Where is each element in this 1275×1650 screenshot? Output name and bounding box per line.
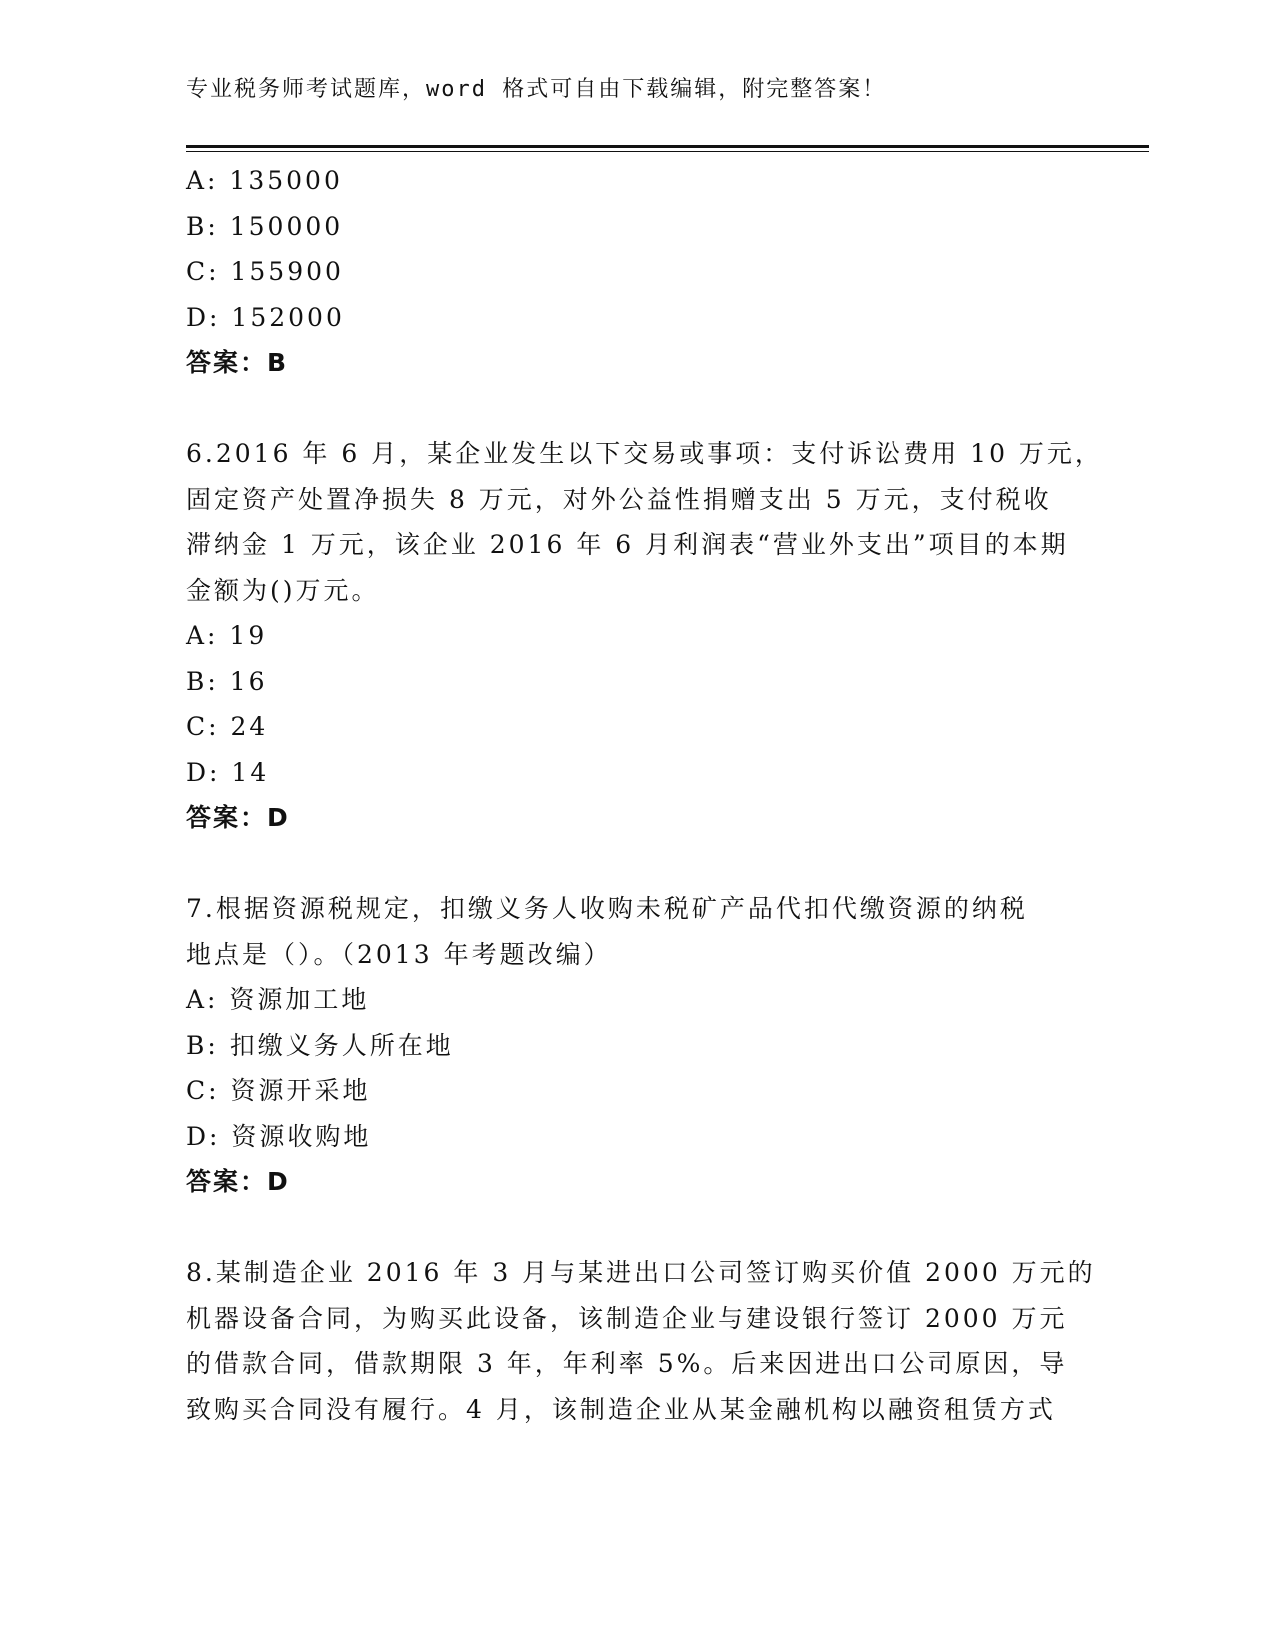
option-b: B: 150000: [186, 211, 344, 241]
question-6-options: [186, 613, 1086, 795]
document-body: [186, 158, 1103, 1432]
option-d: D: 14: [186, 757, 270, 787]
option-a: A: 135000: [186, 166, 343, 195]
question-7-text: [186, 886, 1086, 977]
question-5-answer: 答案：B: [186, 348, 289, 377]
spacer: [186, 386, 1086, 432]
page-header: 专业税务师考试题库，word 格式可自由下载编辑，附完整答案！: [186, 77, 887, 102]
question-line: 地点是（）。（2013 年考题改编）: [186, 939, 612, 969]
question-line: 机器设备合同，为购买此设备，该制造企业与建设银行签订 2000 万元: [186, 1303, 1068, 1333]
question-line: 滞纳金 1 万元，该企业 2016 年 6 月利润表“营业外支出”项目的本期: [186, 530, 1069, 559]
question-line: 的借款合同，借款期限 3 年，年利率 5%。后来因进出口公司原因，导: [186, 1349, 1068, 1378]
question-8-text: [186, 1250, 1096, 1432]
spacer: [186, 1205, 1086, 1251]
question-7-answer: 答案：D: [186, 1167, 290, 1196]
question-line: 固定资产处置净损失 8 万元，对外公益性捐赠支出 5 万元，支付税收: [186, 484, 1052, 514]
option-a: A: 资源加工地: [186, 985, 370, 1014]
option-d: D: 资源收购地: [186, 1121, 372, 1151]
question-7-options: [186, 977, 1086, 1159]
option-c: C: 资源开采地: [186, 1076, 371, 1105]
option-c: C: 155900: [186, 257, 344, 286]
question-line: 8.某制造企业 2016 年 3 月与某进出口公司签订购买价值 2000 万元的: [186, 1258, 1096, 1287]
question-6-answer: 答案：D: [186, 803, 290, 832]
question-line: 金额为()万元。: [186, 575, 380, 605]
question-6-text: [186, 431, 1103, 613]
question-line: 6.2016 年 6 月，某企业发生以下交易或事项：支付诉讼费用 10 万元，: [186, 439, 1103, 468]
option-b: B: 16: [186, 666, 268, 696]
option-d: D: 152000: [186, 302, 345, 332]
question-line: 致购买合同没有履行。4 月，该制造企业从某金融机构以融资租赁方式: [186, 1394, 1056, 1424]
option-b: B: 扣缴义务人所在地: [186, 1030, 454, 1060]
spacer: [186, 841, 1086, 887]
question-line: 7.根据资源税规定，扣缴义务人收购未税矿产品代扣代缴资源的纳税: [186, 894, 1028, 923]
option-a: A: 19: [186, 621, 268, 650]
header-rule-thick: [186, 145, 1149, 148]
question-5-options: [186, 158, 1086, 340]
header-rule-thin: [186, 151, 1149, 152]
option-c: C: 24: [186, 712, 269, 741]
